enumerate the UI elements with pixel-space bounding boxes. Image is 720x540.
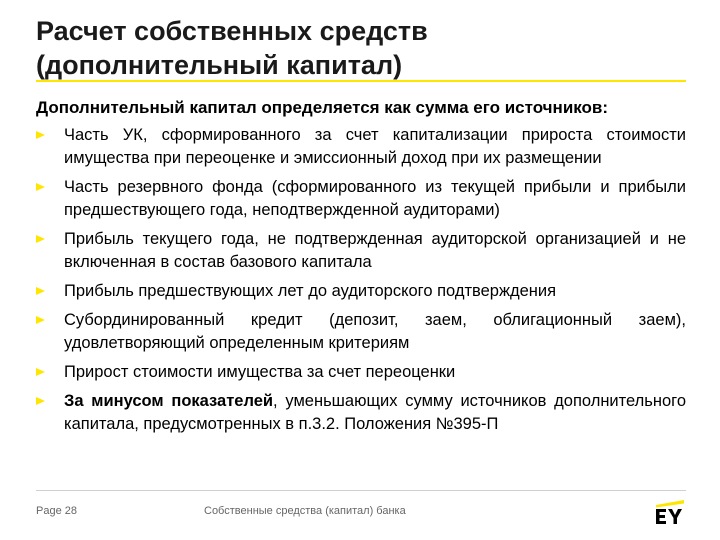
list-item [36,228,686,274]
triangle-bullet-icon [36,316,45,324]
intro-text: Дополнительный капитал определяется как сумма его источников: [36,98,609,117]
bullet-text: Прибыль предшествующих лет до аудиторского подтверждения [64,282,557,300]
bullet-text: Прибыль текущего года, не подтвержденная аудиторской организацией и не включенная в состав базового капитала [64,230,686,271]
bullet-bold-lead: За минусом показателей [64,392,274,410]
page-number: Page 28 [36,505,77,517]
triangle-bullet-icon [36,183,45,191]
slide-body [36,92,686,442]
ey-logo [654,498,686,526]
slide-title [36,14,686,82]
list-item [36,124,686,170]
triangle-bullet-icon [36,368,45,376]
bullet-text: Прирост стоимости имущества за счет переоценки [64,363,456,381]
list-item [36,280,686,303]
slide-title-line-1: Расчет собственных средств [36,16,428,46]
slide-title-line-2: (дополнительный капитал) [36,50,403,80]
triangle-bullet-icon [36,287,45,295]
footer-divider [36,490,686,491]
bullet-text: , уменьшающих сумму источников дополнительного капитала, предусмотренных в п.3.2. Положения №395-П [64,392,686,433]
ey-logo-accent [656,500,684,508]
footer-caption: Собственные средства (капитал) банка [204,505,406,517]
bullet-text: Часть резервного фонда (сформированного из текущей прибыли и прибыли предшествующего года, неподтвержденной аудиторами) [64,178,686,219]
bullet-list [36,124,686,436]
triangle-bullet-icon [36,397,45,405]
triangle-bullet-icon [36,131,45,139]
list-item [36,176,686,222]
list-item [36,309,686,355]
triangle-bullet-icon [36,235,45,243]
bullet-text: Субординированный кредит (депозит, заем, облигационный заем), удовлетворяющий определенным критериям [64,311,686,352]
ey-logo-letters [656,509,682,524]
title-divider [36,80,686,82]
bullet-text: Часть УК, сформированного за счет капитализации прироста стоимости имущества при переоценке и эмиссионный доход при их размещении [64,126,686,167]
list-item [36,361,686,384]
list-item [36,390,686,436]
